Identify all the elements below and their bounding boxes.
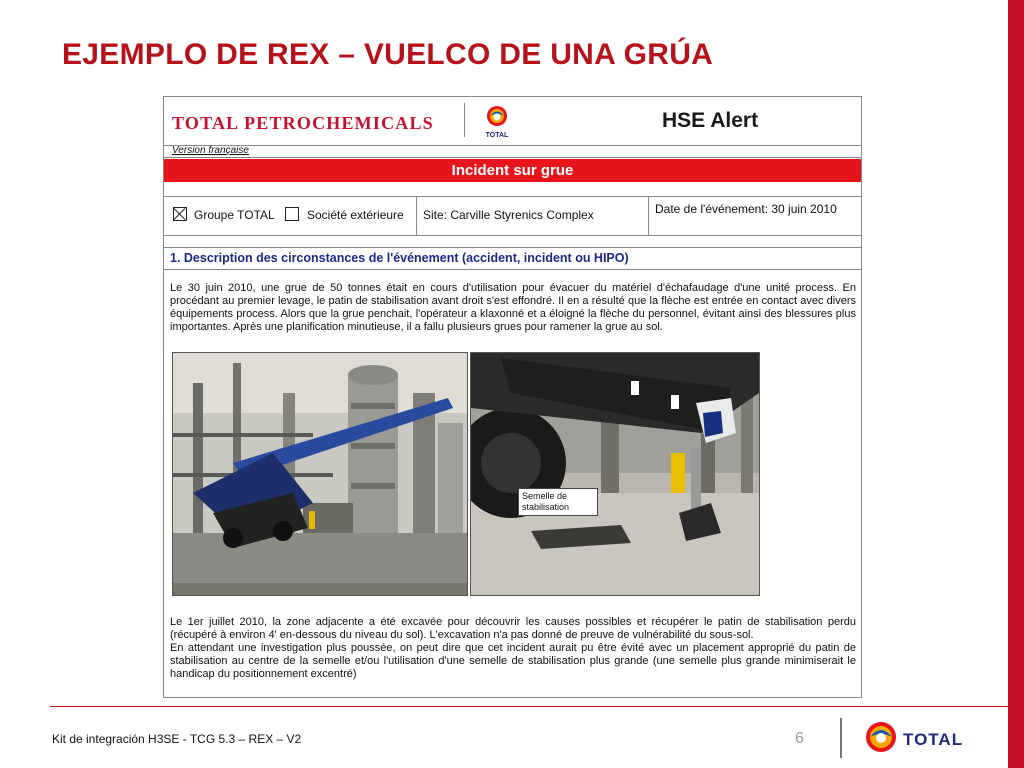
info-separator (416, 197, 417, 235)
hse-alert-heading: HSE Alert (662, 109, 759, 132)
section-header-row (164, 247, 861, 270)
stabilisation-label: Semelle de stabilisation (518, 488, 598, 516)
stabilisation-foot-image (471, 353, 759, 595)
groupe-total-label: Groupe TOTAL (194, 208, 275, 222)
footer-text: Kit de integración H3SE - TCG 5.3 – REX – V2 (52, 732, 302, 746)
hse-alert-document (163, 96, 862, 698)
societe-exterieure-checkbox[interactable] (285, 207, 299, 221)
version-link[interactable]: Version française (172, 145, 249, 156)
paragraph-3: En attendant une investigation plus poussée, on peut dire que cet incident aurait pu être évité avec un placement approprié du patin de stabilisation au centre de la semelle et/ou l'utilisation d'une semelle de stabilisation plus grande (une semelle plus grande minimiserait le handicap du positionnement excentré) (170, 642, 856, 680)
footer-separator (840, 718, 842, 758)
slide-title: EJEMPLO DE REX – VUELCO DE UNA GRÚA (62, 38, 714, 71)
footer-brand: TOTAL (903, 730, 964, 749)
total-petrochemicals-logo: TOTAL PETROCHEMICALS (172, 113, 434, 133)
societe-exterieure-label: Société extérieure (307, 208, 404, 222)
paragraph-1: Le 30 juin 2010, une grue de 50 tonnes était en cours d'utilisation pour évacuer du matériel d'échafaudage d'une unité process. En procédant au premier levage, le patin de stabilisation avant droit s'est effondré. Il en a résulté que la flèche est entrée en contact avec divers équipements process. Alors que la grue penchait, l'opérateur a klaxonné et a éloigné la flèche du personnel, évitant ainsi des blessures plus importantes. Après une planification minutieuse, il a fallu plusieurs grues pour ramener la grue au sol. (170, 282, 856, 333)
alert-header (164, 97, 861, 146)
section-title: 1. Description des circonstances de l'événement (accident, incident ou HIPO) (170, 251, 629, 265)
incident-info-row (164, 196, 861, 236)
header-separator (464, 103, 465, 137)
paragraph-2: Le 1er juillet 2010, la zone adjacente a été excavée pour découvrir les causes possibles et récupérer le patin de stabilisation perdu (récupéré à environ 4' en-dessous du niveau du sol). L'excavation n'a pas donné de preuve de vulnérabilité du sous-sol. (170, 616, 856, 641)
right-accent-bar (1008, 0, 1024, 768)
page-number: 6 (795, 730, 804, 747)
total-logo-icon (482, 103, 512, 139)
divider (164, 157, 861, 158)
event-date-field: Date de l'événement: 30 juin 2010 (655, 202, 837, 216)
groupe-total-checkbox[interactable] (173, 207, 187, 221)
crane-overturned-image (173, 353, 467, 595)
crane-overturned-photo (172, 352, 468, 596)
paragraph-2-3 (170, 616, 856, 681)
site-field: Site: Carville Styrenics Complex (423, 208, 594, 222)
info-separator (648, 197, 649, 235)
total-logo-text: TOTAL (485, 132, 509, 139)
stabilisation-foot-photo (470, 352, 760, 596)
total-footer-logo-icon (864, 720, 898, 754)
footer-divider (50, 706, 1008, 707)
incident-title-bar: Incident sur grue (164, 159, 861, 182)
